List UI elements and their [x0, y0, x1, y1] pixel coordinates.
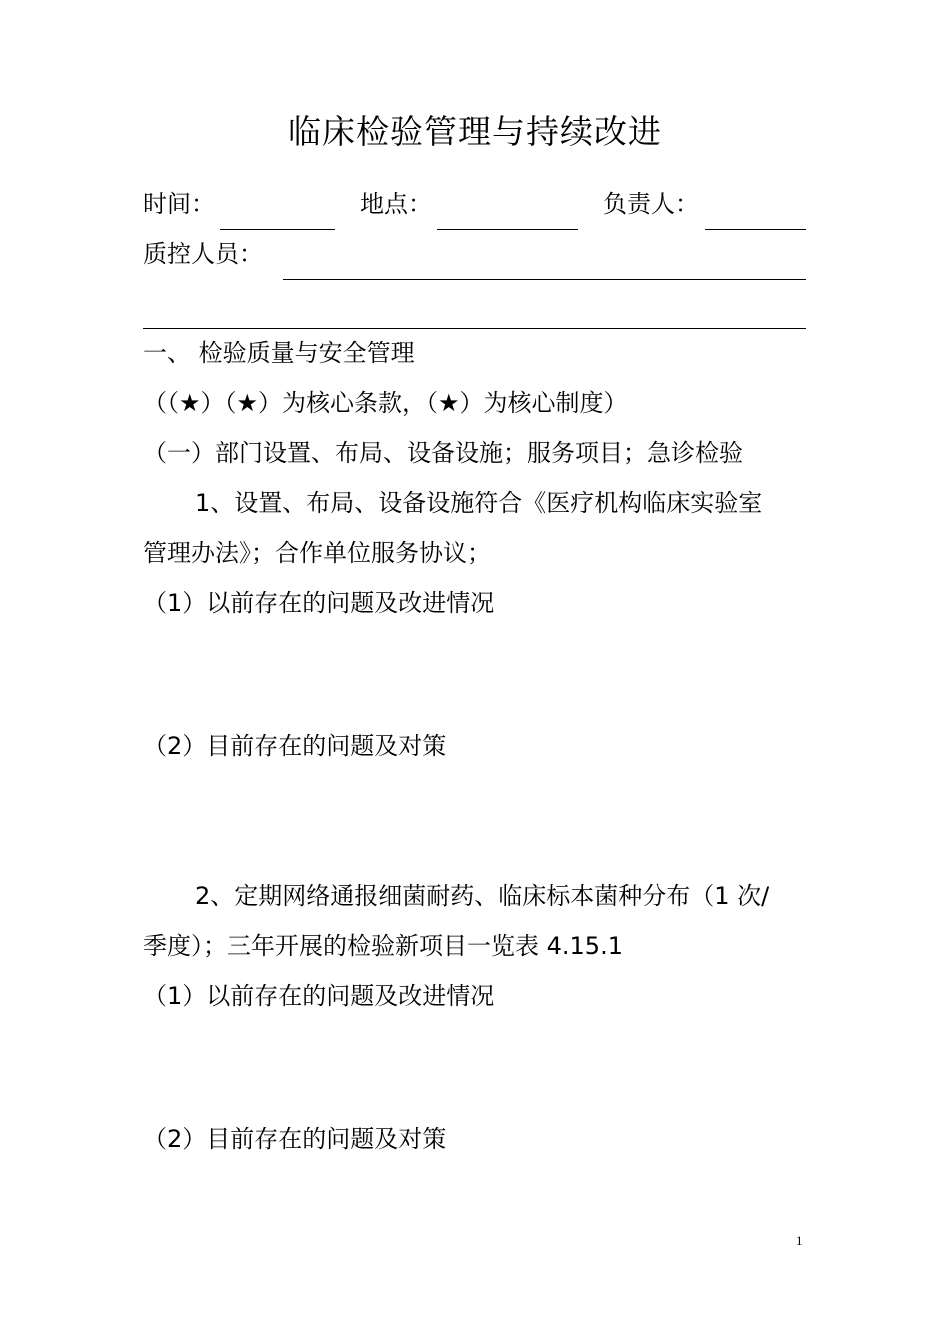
- place-field-line: [437, 229, 578, 230]
- core-clause-note: （（★）（★）为核心条款，（★）为核心制度）: [143, 389, 628, 417]
- time-field-line: [220, 229, 335, 230]
- owner-field-line: [705, 229, 806, 230]
- item-2-current-issues: （2）目前存在的问题及对策: [143, 1125, 447, 1153]
- qc-staff-field-line: [283, 279, 806, 280]
- item-2-line-1: 2、定期网络通报细菌耐药、临床标本菌种分布（1 次/: [195, 882, 770, 910]
- item-1-current-issues: （2）目前存在的问题及对策: [143, 732, 447, 760]
- item-1-line-2: 管理办法》；合作单位服务协议；: [143, 539, 491, 567]
- section-one-heading: 一、 检验质量与安全管理: [143, 339, 415, 367]
- item-2-previous-issues: （1）以前存在的问题及改进情况: [143, 982, 495, 1010]
- item-2-line-2: 季度）；三年开展的检验新项目一览表 4.15.1: [143, 932, 623, 960]
- header-divider: [143, 328, 806, 329]
- item-1-previous-issues: （1）以前存在的问题及改进情况: [143, 589, 495, 617]
- place-label: 地点：: [360, 190, 432, 218]
- document-title: 临床检验管理与持续改进: [288, 112, 662, 151]
- qc-staff-label: 质控人员：: [143, 240, 263, 268]
- time-label: 时间：: [143, 190, 215, 218]
- subsection-one-heading: （一）部门设置、布局、设备设施；服务项目；急诊检验: [143, 439, 743, 467]
- owner-label: 负责人：: [603, 190, 699, 218]
- page-number: 1: [796, 1233, 803, 1248]
- item-1-line-1: 1、设置、布局、设备设施符合《医疗机构临床实验室: [195, 489, 763, 517]
